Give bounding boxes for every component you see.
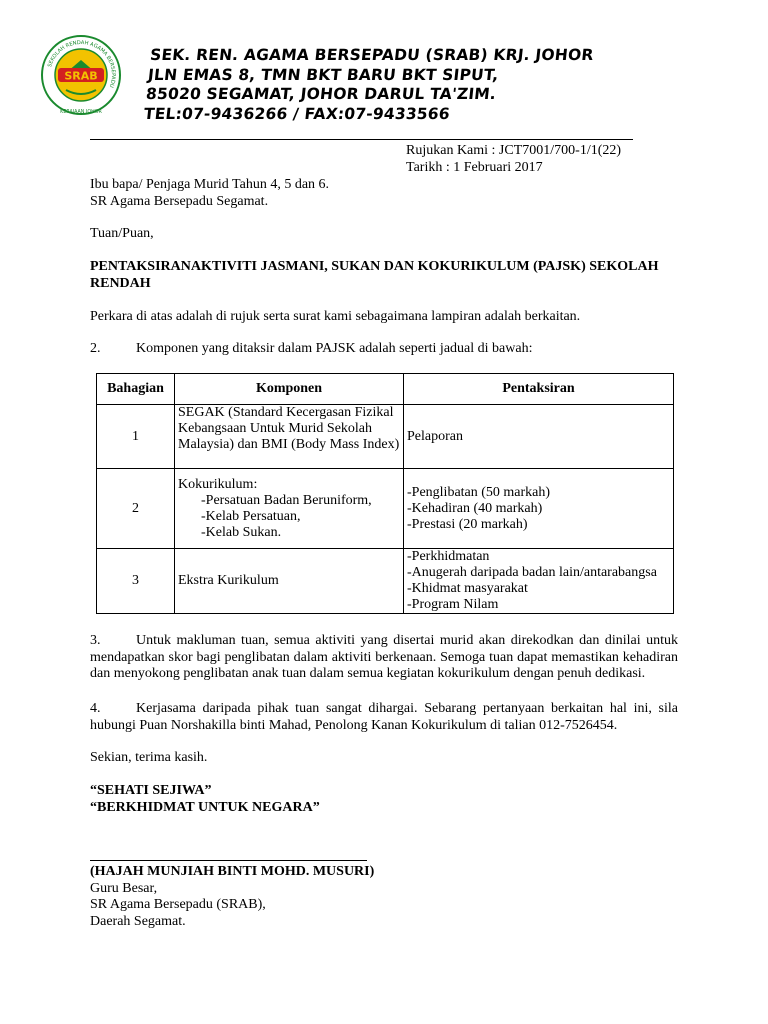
row-2-komponen	[175, 469, 404, 549]
paragraph-4-line-1: Kerjasama daripada pihak tuan sangat dihargai. Sebarang pertanyaan berkaitan hal ini, sila	[136, 701, 678, 716]
row-3-pentaksiran	[404, 549, 674, 614]
signature-block	[90, 864, 678, 930]
recipient-line-2: SR Agama Bersepadu Segamat.	[90, 193, 269, 209]
row-2-komponen-item: -Kelab Persatuan,	[201, 508, 301, 524]
address-line-1: JLN EMAS 8, TMN BKT BARU BKT SIPUT,	[147, 65, 500, 84]
signatory-district: Daerah Segamat.	[90, 913, 186, 929]
row-1-pentaksiran: Pelaporan	[404, 405, 674, 469]
row-3-pentaksiran-item: -Anugerah daripada badan lain/antarabangsa	[407, 565, 657, 580]
paragraph-3-line-2: mendapatkan skor bagi penglibatan dalam aktiviti berkenaan. Semoga tuan dapat memastikan kehadiran	[90, 649, 678, 665]
paragraph-1: Perkara di atas adalah di rujuk serta surat kami sebagaimana lampiran adalah berkaitan.	[90, 309, 581, 324]
row-2-pentaksiran-item: -Kehadiran (40 markah)	[407, 500, 543, 516]
row-2-bahagian: 2	[97, 469, 175, 549]
row-2-komponen-item: -Kelab Sukan.	[201, 524, 282, 540]
table-row	[97, 469, 674, 549]
salutation: Tuan/Puan,	[90, 226, 154, 241]
row-3-komponen: Ekstra Kurikulum	[175, 549, 404, 614]
subject-line-1: PENTAKSIRANAKTIVITI JASMANI, SUKAN DAN KOKURIKULUM (PAJSK) SEKOLAH	[90, 259, 659, 274]
reference-block	[406, 143, 621, 176]
letterhead-divider	[90, 139, 633, 140]
row-1-bahagian: 1	[97, 405, 175, 469]
motto-line-1: “SEHATI SEJIWA”	[90, 783, 212, 798]
row-3-bahagian: 3	[97, 549, 175, 614]
logo-center-text: SRAB	[64, 69, 98, 83]
signatory-name: (HAJAH MUNJIAH BINTI MOHD. MUSURI)	[90, 864, 375, 879]
header-bahagian: Bahagian	[97, 374, 175, 405]
address-line-2: 85020 SEGAMAT, JOHOR DARUL TA'ZIM.	[145, 85, 497, 103]
logo-bottom-text: KERAJAAN JOHOR	[60, 110, 102, 115]
subject-heading	[90, 259, 678, 292]
school-name: SEK. REN. AGAMA BERSEPADU (SRAB) KRJ. JOHOR	[149, 46, 595, 64]
row-2-komponen-title: Kokurikulum:	[178, 476, 258, 492]
subject-line-2: RENDAH	[90, 275, 151, 291]
letter-date: Tarikh : 1 Februari 2017	[406, 159, 543, 175]
row-2-pentaksiran-item: -Penglibatan (50 markah)	[407, 484, 551, 500]
reference-number: Rujukan Kami : JCT7001/700-1/1(22)	[406, 143, 622, 158]
paragraph-4	[90, 701, 678, 734]
paragraph-2-text: Komponen yang ditaksir dalam PAJSK adalah seperti jadual di bawah:	[136, 341, 533, 356]
header-pentaksiran: Pentaksiran	[404, 374, 674, 405]
row-3-pentaksiran-item: -Khidmat masyarakat	[407, 581, 528, 596]
signature-line	[90, 860, 367, 861]
recipient-block	[90, 177, 678, 210]
row-3-pentaksiran-item: -Program Nilam	[407, 597, 499, 612]
table-header-row	[97, 374, 674, 405]
closing-line: Sekian, terima kasih.	[90, 750, 208, 765]
table-row	[97, 405, 674, 469]
signatory-title: Guru Besar,	[90, 880, 158, 896]
row-2-komponen-item: -Persatuan Badan Beruniform,	[201, 492, 372, 508]
row-1-komponen: SEGAK (Standard Kecergasan Fizikal Kebangsaan Untuk Murid Sekolah Malaysia) dan BMI (Body Mass Index)	[175, 405, 404, 469]
paragraph-2-number: 2.	[90, 341, 101, 356]
components-table	[96, 373, 674, 614]
paragraph-3-line-3: dan menyokong penglibatan anak tuan dalam semua kegiatan kokurikulum dengan penuh dedikasi.	[90, 666, 646, 681]
paragraph-3-number: 3.	[90, 633, 101, 648]
header-komponen: Komponen	[175, 374, 404, 405]
row-2-pentaksiran-item: -Prestasi (20 markah)	[407, 516, 528, 532]
paragraph-3-line-1: Untuk makluman tuan, semua aktiviti yang disertai murid akan direkodkan dan dinilai untuk	[136, 633, 678, 648]
motto-line-2: “BERKHIDMAT UNTUK NEGARA”	[90, 799, 320, 815]
paragraph-4-number: 4.	[90, 701, 101, 716]
paragraph-4-line-2: hubungi Puan Norshakilla binti Mahad, Penolong Kanan Kokurikulum di talian 012-7526454.	[90, 717, 618, 733]
paragraph-2	[90, 341, 678, 358]
row-2-pentaksiran	[404, 469, 674, 549]
signatory-school: SR Agama Bersepadu (SRAB),	[90, 897, 266, 912]
recipient-line-1: Ibu bapa/ Penjaga Murid Tahun 4, 5 dan 6.	[90, 177, 330, 192]
row-3-pentaksiran-item: -Perkhidmatan	[407, 549, 490, 564]
letterhead	[143, 46, 595, 124]
motto-block	[90, 783, 678, 816]
phone-fax: TEL:07-9436266 / FAX:07-9433566	[143, 104, 451, 123]
paragraph-3	[90, 633, 678, 683]
logo-ring-text: SEKOLAH RENDAH AGAMA BERSEPADU	[47, 39, 117, 89]
table-row	[97, 549, 674, 614]
school-logo	[40, 34, 122, 116]
